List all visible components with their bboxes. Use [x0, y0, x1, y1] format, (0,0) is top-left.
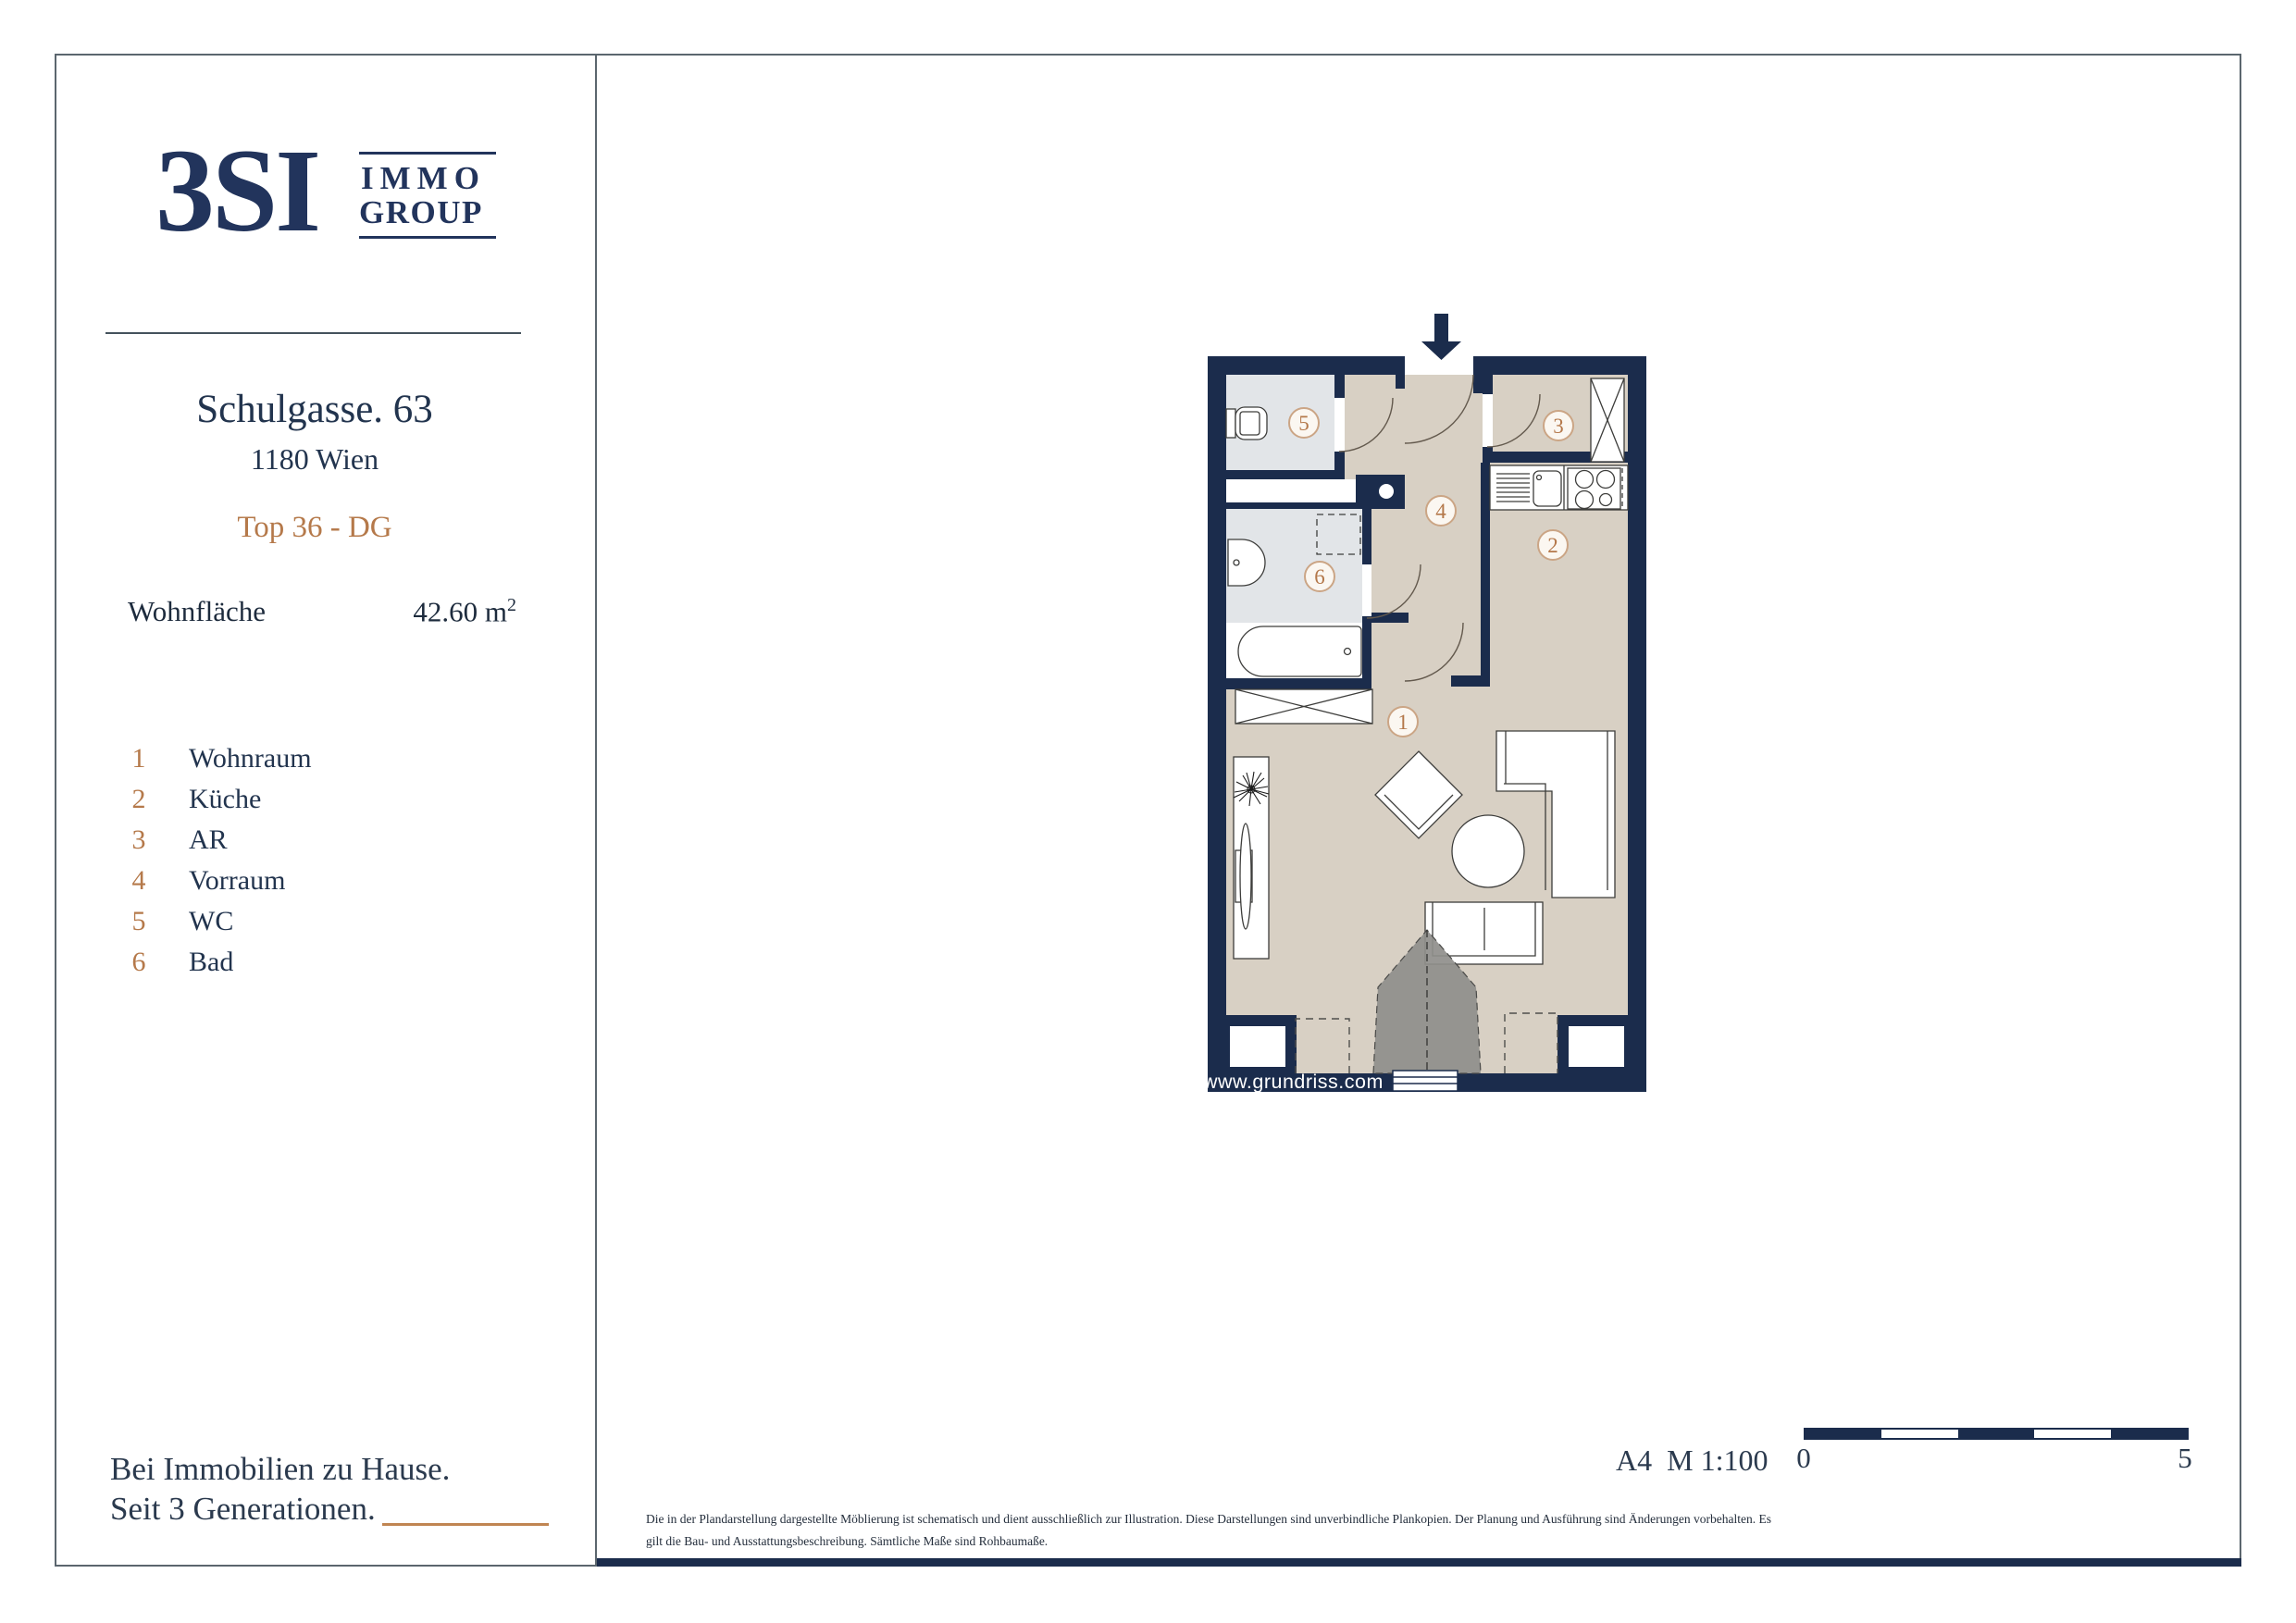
wall-bad-bottom: [1226, 678, 1371, 689]
logo-rule-top: [359, 152, 496, 155]
legend-row: [0, 779, 574, 820]
scale-bar: [1804, 1428, 2189, 1440]
room-badge-2: [1538, 530, 1568, 560]
kitchen-counter: [1490, 465, 1628, 510]
toilet-icon: [1226, 407, 1267, 440]
legend-num: 1: [131, 743, 146, 774]
shaft-pipe-icon: [1379, 484, 1394, 499]
legend-label: Vorraum: [189, 865, 286, 896]
wall-right: [1628, 356, 1646, 1092]
wall-wc-bottom: [1226, 470, 1345, 479]
bottom-accent-bar: [597, 1558, 2241, 1567]
scale-segment: [2111, 1430, 2187, 1438]
room-legend: [0, 738, 574, 983]
niche-left-window: [1230, 1026, 1285, 1067]
legend-num: 5: [131, 906, 146, 936]
legend-row: [0, 820, 574, 861]
property-street: Schulgasse. 63: [196, 388, 433, 431]
legend-label: Wohnraum: [189, 743, 312, 774]
svg-text:6: 6: [1314, 565, 1325, 588]
legend-row: [0, 738, 574, 779]
wardrobe-left-icon: [1235, 689, 1372, 724]
scale-start-label: 0: [1796, 1442, 1811, 1474]
scale-label: A4 M 1:100: [1616, 1443, 1769, 1477]
header-divider: [105, 332, 521, 334]
property-unit: Top 36 - DG: [237, 511, 392, 544]
scale-end-label: 5: [2178, 1442, 2192, 1474]
legend-num: 6: [131, 947, 146, 977]
legend-num: 2: [131, 784, 146, 814]
entrance-arrow-icon: [1421, 314, 1461, 360]
bathtub-icon: [1238, 626, 1361, 676]
tv-icon: [1240, 824, 1251, 929]
railing-icon: [1393, 1071, 1458, 1091]
legend-label: WC: [189, 906, 234, 936]
legend-row: [0, 901, 574, 942]
property-city: 1180 Wien: [250, 442, 379, 476]
room-badge-3: [1544, 411, 1573, 440]
round-table-icon: [1452, 815, 1524, 887]
brand-logo-suffix: [359, 152, 496, 239]
shaft-niche: [1226, 479, 1356, 502]
cooktop-icon: [1568, 468, 1622, 509]
room-badge-6: [1305, 562, 1334, 591]
brand-immo: IMMO: [361, 160, 486, 196]
area-label: Wohnfläche: [128, 595, 266, 627]
legend-label: Küche: [189, 784, 262, 814]
entrance-jamb-right: [1473, 375, 1493, 393]
entrance-opening: [1405, 356, 1473, 375]
svg-text:1: 1: [1397, 711, 1409, 734]
tagline-line1: Bei Immobilien zu Hause.: [110, 1451, 451, 1487]
tagline-line2: Seit 3 Generationen.: [110, 1491, 376, 1527]
sink-drainer-icon: [1496, 474, 1530, 502]
scale-segment: [1806, 1430, 1881, 1438]
wall-shaft-bottom: [1226, 502, 1362, 509]
legend-row: [0, 942, 574, 983]
wardrobe-ar-icon: [1591, 378, 1624, 462]
area-number: 42.60 m: [413, 595, 507, 628]
wc-door-opening: [1334, 398, 1345, 452]
wall-left: [1208, 356, 1226, 1092]
watermark: www.grundriss.com: [1203, 1071, 1384, 1093]
tagline-rule: [382, 1523, 549, 1526]
area-superscript: 2: [507, 595, 516, 615]
legend-label: AR: [189, 824, 228, 855]
wall-kitchen: [1481, 463, 1490, 687]
scale-segment: [2034, 1430, 2110, 1438]
legend-num: 4: [131, 865, 146, 896]
disclaimer-line1: Die in der Plandarstellung dargestellte Möblierung ist schematisch und dient ausschließlich zur Illustration. Diese Darstellungen sind unverbindliche Plankopien. Der Planung und Ausführung sind Änderungen vorbehalten. Es: [646, 1512, 1771, 1526]
brand-group: GROUP: [359, 194, 483, 230]
entrance-jamb-left: [1396, 375, 1405, 389]
svg-text:4: 4: [1435, 500, 1446, 523]
scale-segment: [1881, 1430, 1957, 1438]
floor-plan: [1197, 303, 1659, 1117]
room-badge-4: [1426, 496, 1456, 526]
ar-door-opening: [1483, 394, 1493, 447]
legend-num: 3: [131, 824, 146, 855]
brand-logo: 3SI: [155, 125, 318, 256]
disclaimer-line2: gilt die Bau- und Ausstattungsbeschreibung. Sämtliche Maße sind Rohbaumaße.: [646, 1534, 1049, 1548]
area-value: [352, 595, 516, 628]
scale-segment: [1958, 1430, 2034, 1438]
legend-row: [0, 861, 574, 901]
niche-right-window: [1569, 1026, 1624, 1067]
svg-text:2: 2: [1547, 534, 1558, 557]
room-badge-1: [1388, 707, 1418, 737]
legend-label: Bad: [189, 947, 234, 977]
sink-tap-icon: [1537, 476, 1542, 480]
panel-divider: [595, 54, 597, 1567]
room-badge-5: [1289, 408, 1319, 438]
svg-text:5: 5: [1298, 412, 1309, 435]
svg-text:3: 3: [1553, 415, 1564, 438]
logo-rule-bottom: [359, 236, 496, 239]
bad-door-opening: [1362, 564, 1371, 616]
